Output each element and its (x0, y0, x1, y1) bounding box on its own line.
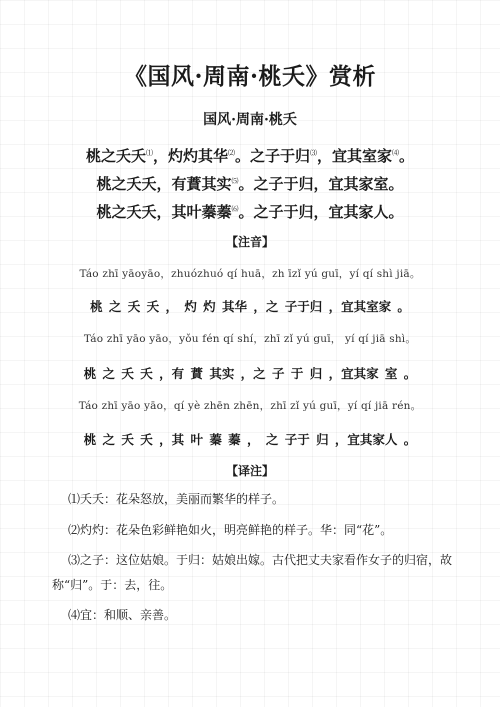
page-title: 《国风·周南·桃夭》赏析 (123, 63, 376, 90)
pinyin-line-1: Táo zhī yāoyāo，zhuózhuó qí huā，zh īzǐ yú guī，yí qí shì jiā。 (79, 268, 421, 280)
poem-line-3: 桃之夭夭，其叶蓁蓁⑹。之子于归，宜其家人。 (96, 203, 404, 221)
footnote-mark: ⑵ (227, 149, 235, 157)
pronunciation-heading: 【注音】 (225, 235, 274, 249)
note-item: ⑵灼灼：花朵色彩鲜艳如火，明亮鲜艳的样子。华：同“花”。 (68, 523, 393, 537)
footnote-mark: ⑹ (231, 205, 239, 213)
hanzi-line-1: 桃 之 夭 夭 ， 灼 灼 其华 ，之 子于归 ，宜其室家 。 (90, 299, 410, 314)
poem-line-1: 桃之夭夭⑴，灼灼其华⑵。之子于归⑶，宜其室家⑷。 (85, 147, 415, 165)
pinyin-line-3: Táo zhī yāo yāo，qí yè zhēn zhēn，zhī zǐ yú guī，yí qí jiā rén。 (78, 400, 422, 412)
footnote-mark: ⑴ (145, 149, 153, 157)
hanzi-line-2: 桃 之 夭 夭 ，有 蕡 其实 ，之 子 于 归 ，宜其家 室 。 (83, 366, 417, 381)
footnote-mark: ⑶ (310, 149, 317, 157)
hanzi-line-3: 桃 之 夭 夭 ，其 叶 蓁 蓁 ， 之 子于 归 ，宜其家人 。 (83, 432, 417, 447)
pinyin-line-2: Táo zhī yāo yāo，yǒu fén qí shí，zhī zǐ yú guī， yí qí jiā shì。 (83, 333, 417, 345)
note-item: ⑷宜：和顺、亲善。 (68, 608, 177, 622)
footnote-mark: ⑸ (231, 177, 239, 185)
note-item: ⑴夭夭：花朵怒放，美丽而繁华的样子。 (68, 492, 285, 506)
footnote-mark: ⑷ (392, 149, 400, 157)
notes-heading: 【译注】 (225, 464, 274, 478)
poem-line-2: 桃之夭夭，有蕡其实⑸。之子于归，宜其家室。 (96, 175, 404, 193)
poem-subtitle: 国风·周南·桃夭 (203, 112, 297, 128)
note-item: ⑶之子：这位姑娘。于归：姑娘出嫁。古代把丈夫家看作女子的归宿，故称“归”。于：去，往。 (52, 553, 453, 592)
